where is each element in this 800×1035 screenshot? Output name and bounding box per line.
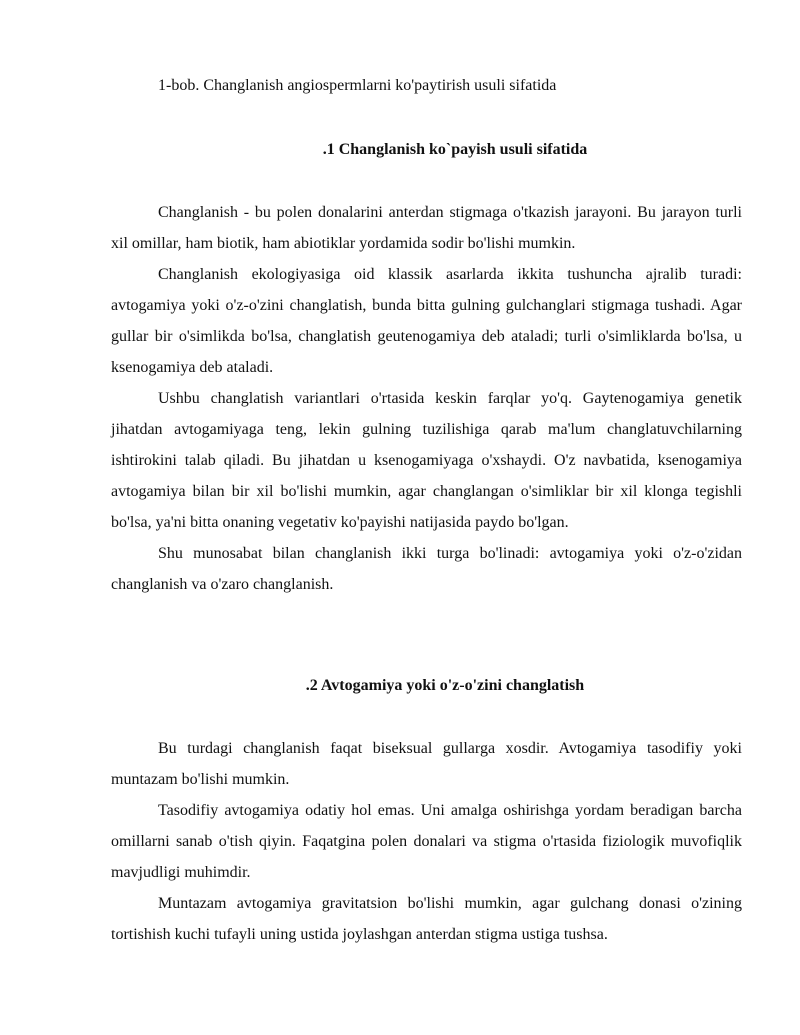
paragraph: Changlanish ekologiyasiga oid klassik asarlarda ikkita tushuncha ajralib turadi: avtogamiya yoki o'z-o'zini changlatish, bunda bitta gulning gulchanglari stigmaga tushadi. Agar gullar bir o'simlikda bo'lsa, changlatish geutenogamiya deb ataladi; turli o'simliklarda bo'lsa, u ksenogamiya deb ataladi. <box>111 266 742 376</box>
paragraph: Shu munosabat bilan changlanish ikki turga bo'linadi: avtogamiya yoki o'z-o'zidan changlanish va o'zaro changlanish. <box>111 545 742 593</box>
section-2-title: .2 Avtogamiya yoki o'z-o'zini changlatish <box>305 677 585 694</box>
chapter-title: 1-bob. Changlanish angiospermlarni ko'paytirish usuli sifatida <box>158 77 557 94</box>
section-1-title: .1 Changlanish ko`payish usuli sifatida <box>322 141 588 158</box>
section-1-body <box>111 197 742 600</box>
paragraph: Muntazam avtogamiya gravitatsion bo'lishi mumkin, agar gulchang donasi o'zining tortishish kuchi tufayli uning ustida joylashgan anterdan stigma ustiga tushsa. <box>111 895 742 943</box>
paragraph: Tasodifiy avtogamiya odatiy hol emas. Uni amalga oshirishga yordam beradigan barcha omillarni sanab o'tish qiyin. Faqatgina polen donalari va stigma o'rtasida fiziologik muvofiqlik mavjudligi muhimdir. <box>111 802 742 881</box>
paragraph: Changlanish - bu polen donalarini anterdan stigmaga o'tkazish jarayoni. Bu jarayon turli xil omillar, ham biotik, ham abiotiklar yordamida sodir bo'lishi mumkin. <box>111 204 742 252</box>
paragraph: Ushbu changlatish variantlari o'rtasida keskin farqlar yo'q. Gaytenogamiya genetik jihatdan avtogamiyaga teng, lekin gulning tuzilishiga qarab ma'lum changlatuvchilarning ishtirokini talab qiladi. Bu jihatdan u ksenogamiyaga o'xshaydi. O'z navbatida, ksenogamiya avtogamiya bilan bir xil bo'lishi mumkin, agar changlangan o'simliklar bir xil klonga tegishli bo'lsa, ya'ni bitta onaning vegetativ ko'payishi natijasida paydo bo'lgan. <box>111 390 742 531</box>
section-2-body <box>111 733 742 950</box>
paragraph: Bu turdagi changlanish faqat biseksual gullarga xosdir. Avtogamiya tasodifiy yoki muntazam bo'lishi mumkin. <box>111 740 742 788</box>
